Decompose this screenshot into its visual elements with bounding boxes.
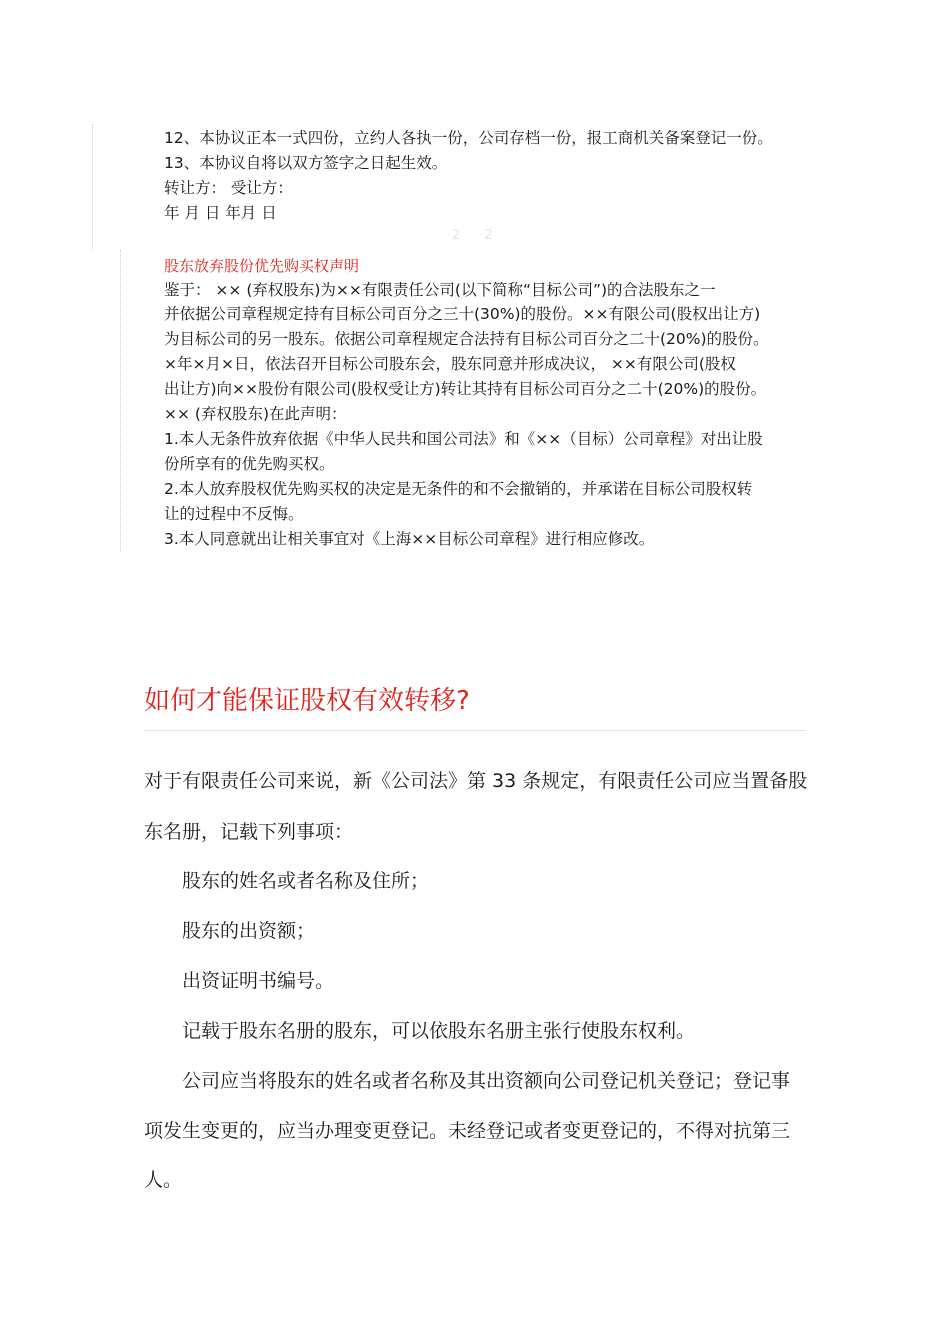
paragraph-line: 记载于股东名册的股东，可以依股东名册主张行使股东权利。 (182, 1020, 696, 1042)
paragraph-line: 东名册，记载下列事项： (144, 821, 354, 843)
declaration-line: 3.本人同意就出让相关事宜对《上海××目标公司章程》进行相应修改。 (164, 530, 655, 548)
parties-line: 转让方： 受让方： (164, 179, 293, 197)
declaration-line: 让的过程中不反悔。 (164, 505, 304, 523)
clause-12: 12、本协议正本一式四份，立约人各执一份，公司存档一份，报工商机关备案登记一份。 (164, 129, 773, 147)
list-item: 出资证明书编号。 (182, 970, 335, 992)
paragraph-line: 人。 (144, 1169, 183, 1191)
declaration-line: ×× (弃权股东)在此声明： (164, 405, 347, 423)
dates-line: 年 月 日 年月 日 (164, 204, 277, 222)
declaration-line: 鉴于： ×× (弃权股东)为××有限责任公司(以下简称“目标公司”)的合法股东之一 (164, 281, 716, 299)
declaration-line: ×年×月×日，依法召开目标公司股东会，股东同意并形成决议， ××有限公司(股权 (164, 355, 736, 373)
declaration-line: 为目标公司的另一股东。依据公司章程规定合法持有目标公司百分之二十(20%)的股份。 (164, 330, 769, 348)
paragraph-line: 项发生变更的，应当办理变更登记。未经登记或者变更登记的，不得对抗第三 (144, 1120, 791, 1142)
paragraph-line: 对于有限责任公司来说，新《公司法》第 33 条规定，有限责任公司应当置备股 (144, 770, 808, 792)
heading-divider (144, 730, 806, 731)
list-item: 股东的姓名或者名称及住所； (182, 870, 430, 892)
declaration-title: 股东放弃股份优先购买权声明 (164, 257, 360, 275)
page-mark: 2 2 (452, 228, 503, 243)
declaration-line: 1.本人无条件放弃依据《中华人民共和国公司法》和《××（目标）公司章程》对出让股 (164, 430, 763, 448)
declaration-line: 并依据公司章程规定持有目标公司百分之三十(30%)的股份。××有限公司(股权出让方) (164, 305, 761, 323)
clause-13: 13、本协议自将以双方签字之日起生效。 (164, 154, 448, 172)
declaration-line: 份所享有的优先购买权。 (164, 455, 335, 473)
paragraph-line: 公司应当将股东的姓名或者名称及其出资额向公司登记机关登记；登记事 (182, 1070, 791, 1092)
declaration-line: 2.本人放弃股权优先购买权的决定是无条件的和不会撤销的，并承诺在目标公司股权转 (164, 480, 753, 498)
list-item: 股东的出资额； (182, 920, 316, 942)
declaration-line: 出让方)向××股份有限公司(股权受让方)转让其持有目标公司百分之二十(20%)的股份。 (164, 380, 767, 398)
section-heading: 如何才能保证股权有效转移? (144, 686, 470, 716)
